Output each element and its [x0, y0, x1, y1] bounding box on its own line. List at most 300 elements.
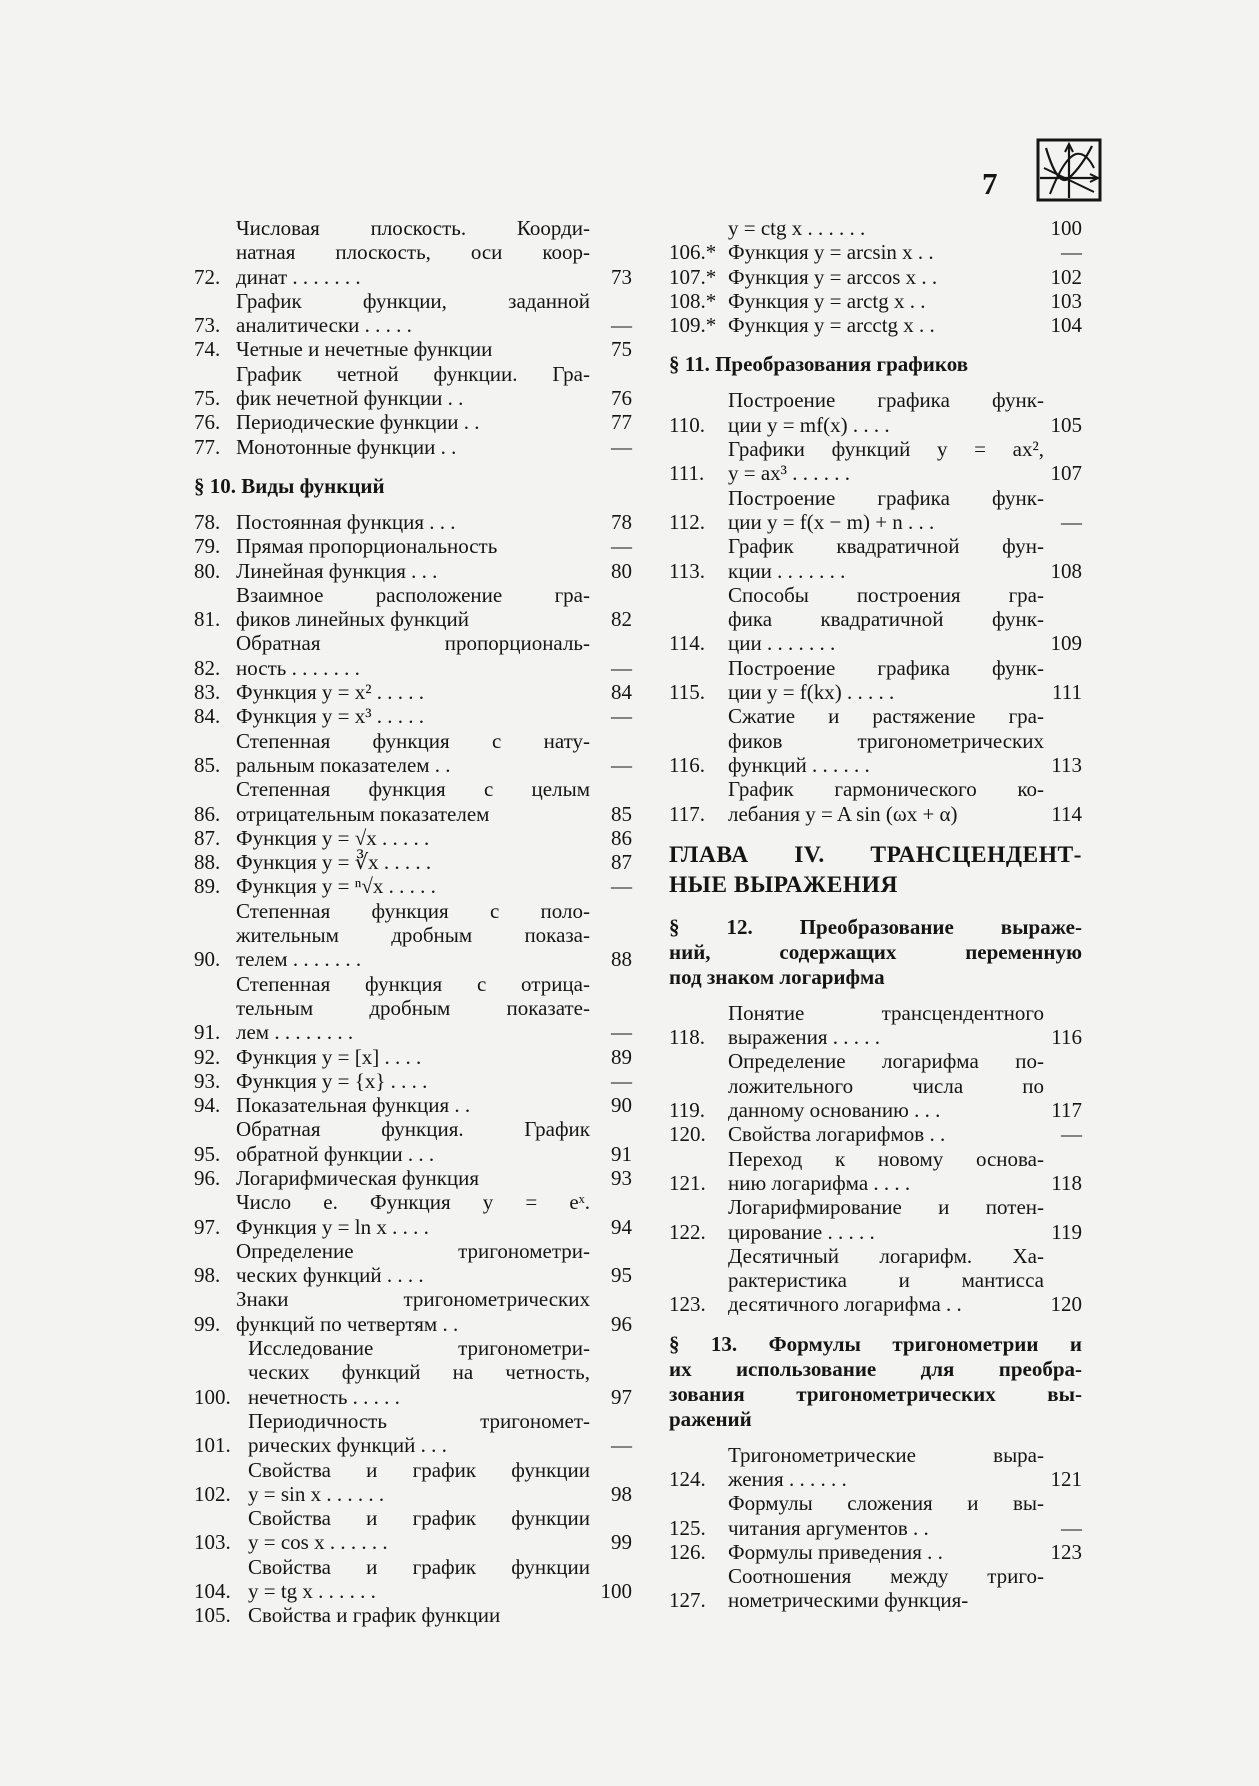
entry-title-line: ческих функций . . . .: [236, 1263, 424, 1288]
entry-title-line: ции y = f(kx) . . . . .: [728, 680, 895, 705]
entry-title: [236, 777, 590, 826]
entry-page: —: [611, 1020, 632, 1045]
heading-line: § 13. Формулы тригонометрии и: [669, 1331, 1082, 1356]
entry-page: 90: [611, 1093, 632, 1118]
toc-entry: [194, 435, 632, 459]
entry-title-line: Функция y = [x] . . . .: [236, 1044, 422, 1069]
entry-title-line: обратной функции . . .: [236, 1141, 435, 1166]
toc-entry: [194, 850, 632, 874]
entry-title-line: Степенная функция с отрица-: [236, 971, 590, 996]
toc-entry: [669, 1049, 1082, 1122]
entry-page: 117: [1051, 1098, 1082, 1123]
entry-title-line: Функция y = √x . . . . .: [236, 825, 430, 850]
entry-title: [236, 1190, 590, 1239]
entry-title: [248, 1555, 590, 1604]
entry-number: 123.: [669, 1292, 706, 1317]
entry-number: 79.: [194, 534, 221, 559]
entry-title: [248, 1603, 590, 1627]
entry-number: 105.: [194, 1603, 231, 1628]
entry-title: [248, 1409, 590, 1458]
toc-entry: [669, 1491, 1082, 1540]
entry-page: 80: [611, 558, 632, 583]
entry-page: —: [611, 1433, 632, 1458]
entry-title-line: кции . . . . . . .: [728, 558, 846, 583]
entry-number: 85.: [194, 752, 221, 777]
entry-title-line: ции y = f(x − m) + n . . .: [728, 509, 935, 534]
heading-line: § 10. Виды функций: [194, 473, 385, 498]
entry-title-line: Соотношения между триго-: [728, 1564, 1044, 1589]
toc-entry: [194, 337, 632, 361]
entry-number: 81.: [194, 607, 221, 632]
entry-number: 100.: [194, 1384, 231, 1409]
entry-title-line: жения . . . . . .: [728, 1466, 847, 1491]
entry-title-line: Свойства и график функции: [248, 1457, 590, 1482]
entry-page: 103: [1050, 288, 1082, 313]
entry-title-line: лебания y = A sin (ωx + α): [728, 801, 958, 826]
toc-entry: [194, 704, 632, 728]
toc-entry: [194, 534, 632, 558]
entry-title-line: Показательная функция . .: [236, 1093, 471, 1118]
entry-title: [236, 631, 590, 680]
toc-entry: [194, 899, 632, 972]
entry-title-line: Сжатие и растяжение гра-: [728, 704, 1044, 729]
entry-number: 126.: [669, 1539, 706, 1564]
entry-title-line: Функция y = arcsin x . .: [728, 240, 934, 265]
entry-title-line: График гармонического ко-: [728, 777, 1044, 802]
entry-number: 93.: [194, 1068, 221, 1093]
toc-entry: [194, 410, 632, 434]
entry-title-line: График функции, заданной: [236, 288, 590, 313]
section-heading: [194, 474, 632, 499]
section-heading: [669, 352, 1082, 377]
entry-title-line: фик нечетной функции . .: [236, 386, 464, 411]
entry-number: 74.: [194, 337, 221, 362]
entry-number: 117.: [669, 801, 705, 826]
entry-title: [728, 240, 1044, 264]
toc-entry: [669, 486, 1082, 535]
toc-entry: [669, 1540, 1082, 1564]
entry-page: 84: [611, 680, 632, 705]
entry-number: 106.*: [669, 240, 717, 265]
toc-entry: [669, 583, 1082, 656]
toc-left-column: [194, 216, 632, 1628]
entry-title-line: y = cos x . . . . . .: [248, 1530, 388, 1555]
entry-title-line: Логарифмирование и потен-: [728, 1195, 1044, 1220]
toc-entry: [669, 1147, 1082, 1196]
entry-number: 86.: [194, 801, 221, 826]
entry-title-line: Свойства логарифмов . .: [728, 1122, 946, 1147]
entry-title: [236, 899, 590, 972]
entry-number: 125.: [669, 1515, 706, 1540]
toc-entry: [194, 1045, 632, 1069]
toc-entry: [194, 289, 632, 338]
entry-page: 97: [611, 1384, 632, 1409]
entry-page: 118: [1051, 1170, 1082, 1195]
entry-title-line: Способы построения гра-: [728, 582, 1044, 607]
entry-number: 89.: [194, 874, 221, 899]
entry-title: [728, 1244, 1044, 1317]
entry-title-line: Построение графика функ-: [728, 388, 1044, 413]
entry-title-line: жительным дробным показа-: [236, 923, 590, 948]
entry-page: 91: [611, 1141, 632, 1166]
entry-number: 127.: [669, 1588, 706, 1613]
entry-title-line: отрицательным показателем: [236, 801, 490, 826]
toc-entry: [194, 972, 632, 1045]
entry-number: 75.: [194, 386, 221, 411]
entry-page: 89: [611, 1044, 632, 1069]
entry-page: 96: [611, 1311, 632, 1336]
entry-title-line: функций по четвертям . .: [236, 1311, 459, 1336]
entry-title-line: Функция y = ∛x . . . . .: [236, 850, 432, 875]
entry-title-line: Взаимное расположение гра-: [236, 582, 590, 607]
toc-entry: [669, 534, 1082, 583]
entry-page: 77: [611, 410, 632, 435]
page-number: 7: [982, 166, 998, 201]
entry-title-line: y = ctg x . . . . . .: [728, 216, 866, 240]
entry-page: 86: [611, 825, 632, 850]
toc-entry: [669, 1001, 1082, 1050]
entry-title-line: Обратная функция. График: [236, 1117, 590, 1142]
section-heading: [669, 1332, 1082, 1432]
entry-title: [728, 656, 1044, 705]
entry-page: 107: [1050, 461, 1082, 486]
entry-page: —: [611, 874, 632, 899]
entry-number: 109.*: [669, 313, 717, 338]
entry-page: 78: [611, 509, 632, 534]
toc-entry: [669, 1564, 1082, 1613]
entry-number: 92.: [194, 1044, 221, 1069]
entry-title-line: функций . . . . . .: [728, 752, 870, 777]
entry-title-line: Постоянная функция . . .: [236, 509, 456, 534]
entry-number: 83.: [194, 680, 221, 705]
entry-title-line: цирование . . . . .: [728, 1219, 875, 1244]
entry-number: 77.: [194, 434, 221, 459]
entry-title: [728, 1491, 1044, 1540]
entry-page: 82: [611, 607, 632, 632]
entry-number: 98.: [194, 1263, 221, 1288]
entry-title-line: нию логарифма . . . .: [728, 1170, 911, 1195]
entry-page: 93: [611, 1165, 632, 1190]
entry-number: 104.: [194, 1579, 231, 1604]
entry-number: 120.: [669, 1122, 706, 1147]
entry-title-line: Четные и нечетные функции: [236, 337, 493, 362]
entry-page: 75: [611, 337, 632, 362]
heading-line: ГЛАВА IV. ТРАНСЦЕНДЕНТ-: [669, 841, 1082, 868]
entry-title-line: ческих функций на четность,: [248, 1360, 590, 1385]
entry-title: [236, 704, 590, 728]
entry-title: [236, 435, 590, 459]
entry-page: —: [1061, 1122, 1082, 1147]
toc-entry: [669, 216, 1082, 240]
toc-entry: [194, 1287, 632, 1336]
entry-title-line: Свойства и график функции: [248, 1554, 590, 1579]
heading-line: § 12. Преобразование выраже-: [669, 914, 1082, 939]
entry-title-line: График квадратичной фун-: [728, 534, 1044, 559]
entry-title-line: График четной функции. Гра-: [236, 361, 590, 386]
entry-title-line: аналитически . . . . .: [236, 313, 412, 338]
entry-number: 78.: [194, 509, 221, 534]
entry-title-line: Определение логарифма по-: [728, 1049, 1044, 1074]
entry-title-line: Функция y = x³ . . . . .: [236, 704, 425, 729]
toc-entry: [669, 289, 1082, 313]
entry-title-line: читания аргументов . .: [728, 1515, 929, 1540]
entry-title-line: Степенная функция с нату-: [236, 728, 590, 753]
entry-title: [236, 289, 590, 338]
entry-title-line: y = tg x . . . . . .: [248, 1579, 376, 1604]
entry-title: [728, 777, 1044, 826]
heading-line: § 11. Преобразования графиков: [669, 352, 969, 377]
entry-title-line: Линейная функция . . .: [236, 558, 438, 583]
entry-title-line: Периодичность тригономет-: [248, 1408, 590, 1433]
entry-title: [236, 337, 590, 361]
entry-page: 120: [1050, 1292, 1082, 1317]
entry-title-line: тельным дробным показате-: [236, 995, 590, 1020]
entry-title: [236, 583, 590, 632]
entry-number: 80.: [194, 558, 221, 583]
entry-title: [236, 972, 590, 1045]
entry-title-line: Числовая плоскость. Коорди-: [236, 216, 590, 240]
entry-page: 88: [611, 947, 632, 972]
entry-title: [728, 486, 1044, 535]
entry-page: 116: [1051, 1025, 1082, 1050]
entry-title: [248, 1506, 590, 1555]
entry-title: [236, 510, 590, 534]
entry-number: 119.: [669, 1098, 705, 1123]
entry-title: [728, 1001, 1044, 1050]
entry-page: —: [1061, 1515, 1082, 1540]
entry-page: 123: [1050, 1539, 1082, 1564]
entry-title: [728, 583, 1044, 656]
entry-title-line: фиков линейных функций: [236, 607, 469, 632]
entry-title: [728, 1443, 1044, 1492]
entry-title-line: ложительного числа по: [728, 1073, 1044, 1098]
entry-page: 85: [611, 801, 632, 826]
toc-entry: [669, 1443, 1082, 1492]
entry-number: 118.: [669, 1025, 705, 1050]
entry-page: 100: [600, 1579, 632, 1604]
toc-entry: [194, 1166, 632, 1190]
entry-title-line: Формулы сложения и вы-: [728, 1491, 1044, 1516]
entry-title-line: ральным показателем . .: [236, 752, 451, 777]
entry-title: [728, 1147, 1044, 1196]
entry-title: [236, 680, 590, 704]
entry-number: 95.: [194, 1141, 221, 1166]
entry-number: 94.: [194, 1093, 221, 1118]
entry-title-line: натная плоскость, оси коор-: [236, 240, 590, 265]
entry-number: 124.: [669, 1466, 706, 1491]
entry-title: [728, 1564, 1044, 1613]
entry-title-line: Функция y = x² . . . . .: [236, 680, 425, 705]
entry-title-line: Монотонные функции . .: [236, 434, 457, 459]
chapter-heading: [669, 840, 1082, 900]
toc-entry: [669, 656, 1082, 705]
entry-number: 82.: [194, 655, 221, 680]
entry-number: 101.: [194, 1433, 231, 1458]
toc-entry: [194, 1555, 632, 1604]
entry-title: [728, 534, 1044, 583]
toc-entry: [669, 388, 1082, 437]
entry-page: 99: [611, 1530, 632, 1555]
toc-entry: [669, 313, 1082, 337]
entry-title-line: Обратная пропорциональ-: [236, 631, 590, 656]
entry-title-line: Тригонометрические выра-: [728, 1442, 1044, 1467]
entry-title-line: Десятичный логарифм. Ха-: [728, 1243, 1044, 1268]
entry-page: 114: [1051, 801, 1082, 826]
entry-title-line: рических функций . . .: [248, 1433, 447, 1458]
entry-title: [236, 1166, 590, 1190]
toc-entry: [194, 1603, 632, 1627]
entry-title-line: y = ax³ . . . . . .: [728, 461, 850, 486]
entry-page: 111: [1052, 680, 1082, 705]
entry-title-line: рактеристика и мантисса: [728, 1268, 1044, 1293]
entry-number: 97.: [194, 1214, 221, 1239]
entry-number: 113.: [669, 558, 705, 583]
entry-number: 91.: [194, 1020, 221, 1045]
toc-entry: [669, 704, 1082, 777]
entry-title: [728, 216, 1044, 240]
entry-page: 113: [1051, 752, 1082, 777]
toc-entry: [194, 1093, 632, 1117]
entry-title-line: Понятие трансцендентного: [728, 1000, 1044, 1025]
entry-number: 116.: [669, 752, 705, 777]
entry-title-line: данному основанию . . .: [728, 1098, 941, 1123]
entry-title: [728, 388, 1044, 437]
entry-title-line: ции . . . . . . .: [728, 631, 836, 656]
entry-title-line: Построение графика функ-: [728, 485, 1044, 510]
entry-title-line: Свойства и график функции: [248, 1603, 501, 1628]
entry-title-line: Переход к новому основа-: [728, 1146, 1044, 1171]
heading-line: ний, содержащих переменную: [669, 939, 1082, 964]
entry-page: 109: [1050, 631, 1082, 656]
entry-page: 94: [611, 1214, 632, 1239]
entry-title: [236, 1239, 590, 1288]
entry-page: —: [611, 434, 632, 459]
entry-title: [728, 1122, 1044, 1146]
entry-number: 102.: [194, 1481, 231, 1506]
entry-page: —: [611, 752, 632, 777]
entry-number: 121.: [669, 1170, 706, 1195]
entry-title: [728, 1049, 1044, 1122]
entry-title-line: Функция y = arctg x . .: [728, 288, 926, 313]
entry-title-line: выражения . . . . .: [728, 1025, 881, 1050]
entry-title-line: десятичного логарифма . .: [728, 1292, 962, 1317]
entry-title: [728, 265, 1044, 289]
entry-title-line: лем . . . . . . . .: [236, 1020, 354, 1045]
entry-title: [248, 1458, 590, 1507]
entry-title-line: фика квадратичной функ-: [728, 607, 1044, 632]
entry-page: —: [1061, 240, 1082, 265]
entry-number: 115.: [669, 680, 705, 705]
entry-page: —: [611, 655, 632, 680]
entry-title: [236, 216, 590, 289]
entry-title-line: Знаки тригонометрических: [236, 1287, 590, 1312]
entry-title-line: Функция y = arcctg x . .: [728, 313, 935, 338]
entry-title: [236, 362, 590, 411]
entry-number: 108.*: [669, 288, 717, 313]
entry-title-line: Определение тригонометри-: [236, 1238, 590, 1263]
entry-title: [728, 437, 1044, 486]
entry-title: [236, 1069, 590, 1093]
entry-title: [236, 410, 590, 434]
entry-number: 88.: [194, 850, 221, 875]
heading-line: под знаком логарифма: [669, 964, 885, 989]
heading-line: их использование для преобра-: [669, 1356, 1082, 1381]
entry-title: [236, 1045, 590, 1069]
entry-number: 111.: [669, 461, 705, 486]
toc-entry: [669, 1195, 1082, 1244]
toc-entry: [194, 559, 632, 583]
entry-number: 99.: [194, 1311, 221, 1336]
entry-number: 96.: [194, 1165, 221, 1190]
entry-title-line: ции y = mf(x) . . . .: [728, 412, 890, 437]
toc-entry: [669, 777, 1082, 826]
entry-number: 72.: [194, 264, 221, 289]
toc-entry: [669, 240, 1082, 264]
entry-page: 102: [1050, 264, 1082, 289]
toc-entry: [194, 1506, 632, 1555]
entry-title: [236, 1287, 590, 1336]
toc-entry: [194, 631, 632, 680]
entry-title-line: Степенная функция с целым: [236, 777, 590, 802]
entry-title-line: y = sin x . . . . . .: [248, 1481, 385, 1506]
entry-title: [236, 1117, 590, 1166]
entry-title-line: Степенная функция с поло-: [236, 898, 590, 923]
entry-number: 90.: [194, 947, 221, 972]
entry-number: 110.: [669, 412, 705, 437]
toc-entry: [194, 1239, 632, 1288]
heading-line: НЫЕ ВЫРАЖЕНИЯ: [669, 871, 898, 898]
toc-entry: [669, 1244, 1082, 1317]
entry-title: [728, 313, 1044, 337]
entry-title: [728, 704, 1044, 777]
toc-entry: [194, 1117, 632, 1166]
entry-number: 122.: [669, 1219, 706, 1244]
toc-entry: [194, 1069, 632, 1093]
entry-title: [728, 1195, 1044, 1244]
entry-page: 73: [611, 264, 632, 289]
entry-title-line: Построение графика функ-: [728, 655, 1044, 680]
entry-page: 95: [611, 1263, 632, 1288]
toc-entry: [194, 510, 632, 534]
toc-entry: [194, 680, 632, 704]
entry-title-line: динат . . . . . . .: [236, 264, 361, 289]
entry-title-line: Функция y = {x} . . . .: [236, 1068, 428, 1093]
toc-entry: [194, 1336, 632, 1409]
entry-title-line: Периодические функции . .: [236, 410, 480, 435]
entry-title-line: Число e. Функция y = eˣ.: [236, 1190, 590, 1215]
toc-entry: [194, 1409, 632, 1458]
entry-number: 103.: [194, 1530, 231, 1555]
graph-emblem-icon: [1036, 138, 1102, 202]
entry-number: 107.*: [669, 264, 717, 289]
toc-entry: [194, 583, 632, 632]
heading-line: ражений: [669, 1406, 752, 1431]
entry-title-line: Исследование тригонометри-: [248, 1336, 590, 1361]
entry-title: [728, 1540, 1044, 1564]
entry-title-line: Функция y = ⁿ√x . . . . .: [236, 874, 436, 899]
toc-right-column: [669, 216, 1082, 1613]
entry-number: 112.: [669, 509, 705, 534]
toc-entry: [194, 729, 632, 778]
entry-page: 76: [611, 386, 632, 411]
toc-entry: [194, 362, 632, 411]
entry-title-line: Формулы приведения . .: [728, 1539, 943, 1564]
entry-title: [236, 850, 590, 874]
entry-number: 114.: [669, 631, 705, 656]
heading-line: зования тригонометрических вы-: [669, 1381, 1082, 1406]
entry-title: [236, 874, 590, 898]
entry-number: 84.: [194, 704, 221, 729]
